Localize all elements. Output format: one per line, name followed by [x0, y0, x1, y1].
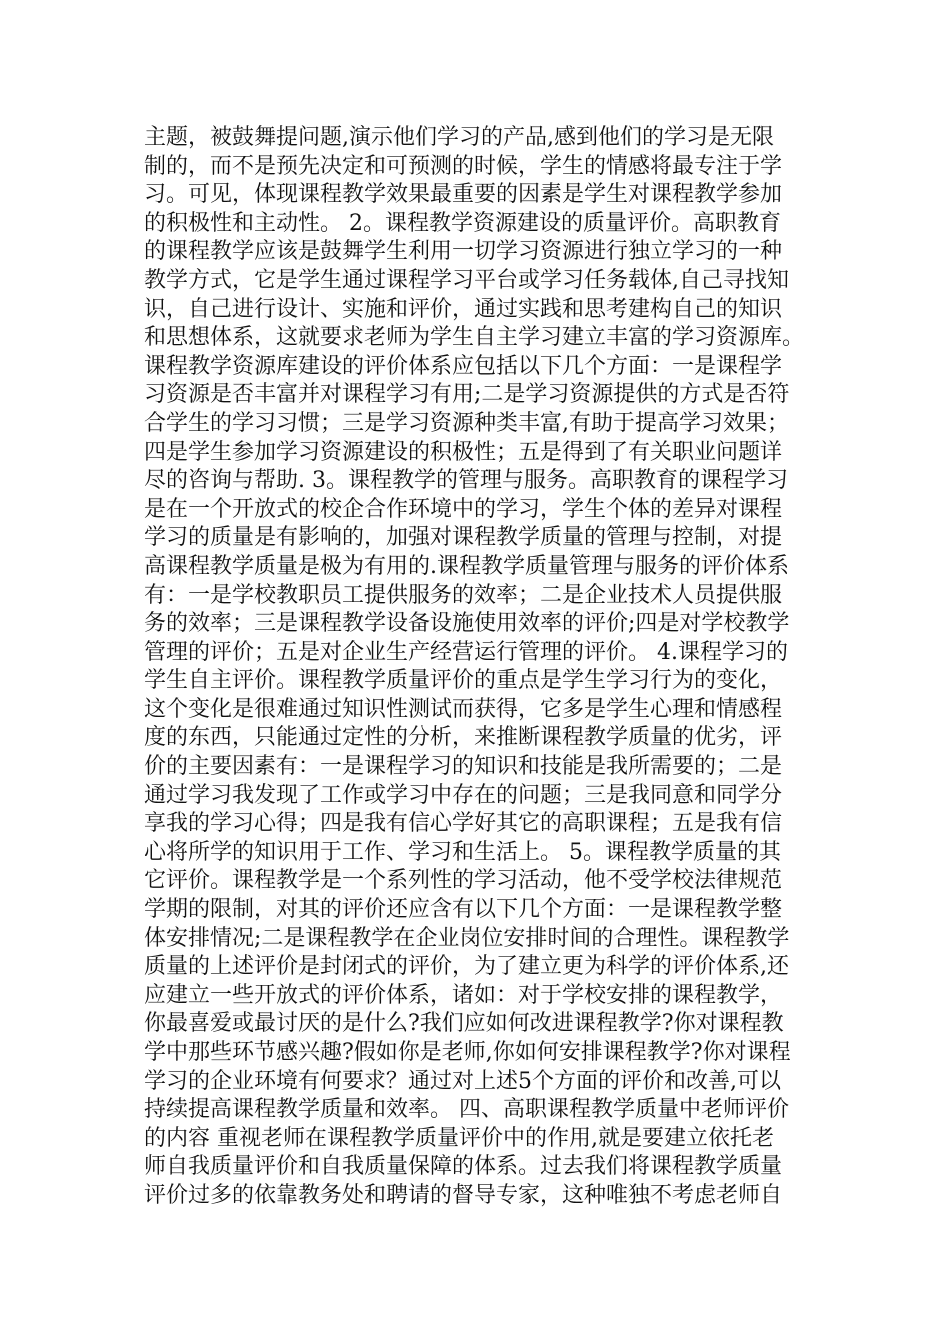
text-line: 和思想体系，这就要求老师为学生自主学习建立丰富的学习资源库。 [144, 325, 805, 351]
text-line: 的内容 重视老师在课程教学质量评价中的作用,就是要建立依托老 [144, 1125, 774, 1151]
text-line: 的课程教学应该是鼓舞学生利用一切学习资源进行独立学习的一种 [144, 239, 783, 265]
text-line: 质量的上述评价是封闭式的评价，为了建立更为科学的评价体系,还 [144, 954, 789, 980]
text-line: 尽的咨询与帮助. 3。课程教学的管理与服务。高职教育的课程学习 [144, 468, 788, 494]
text-line: 通过学习我发现了工作或学习中存在的问题；三是我同意和同学分 [144, 782, 783, 808]
text-line: 课程教学资源库建设的评价体系应包括以下几个方面：一是课程学 [144, 353, 783, 379]
text-line: 高课程教学质量是极为有用的.课程教学质量管理与服务的评价体系 [144, 553, 789, 579]
text-line: 心将所学的知识用于工作、学习和生活上。 5。课程教学质量的其 [144, 839, 781, 865]
text-line: 务的效率；三是课程教学设备设施使用效率的评价;四是对学校教学 [144, 611, 790, 637]
text-line: 评价过多的依靠教务处和聘请的督导专家，这种唯独不考虑老师自 [144, 1182, 783, 1208]
text-line: 你最喜爱或最讨厌的是什么?我们应如何改进课程教学?你对课程教 [144, 1011, 784, 1037]
text-line: 学期的限制，对其的评价还应含有以下几个方面：一是课程教学整 [144, 897, 783, 923]
text-line: 管理的评价；五是对企业生产经营运行管理的评价。 4.课程学习的 [144, 639, 788, 665]
text-line: 持续提高课程教学质量和效率。 四、高职课程教学质量中老师评价 [144, 1097, 789, 1123]
text-line: 习。可见，体现课程教学效果最重要的因素是学生对课程教学参加 [144, 182, 783, 208]
body-text [144, 124, 812, 1211]
text-line: 四是学生参加学习资源建设的积极性；五是得到了有关职业问题详 [144, 439, 783, 465]
text-line: 它评价。课程教学是一个系列性的学习活动，他不受学校法律规范 [144, 868, 783, 894]
text-line: 习资源是否丰富并对课程学习有用;二是学习资源提供的方式是否符 [144, 382, 790, 408]
text-line: 体安排情况;二是课程教学在企业岗位安排时间的合理性。课程教学 [144, 925, 790, 951]
text-line: 应建立一些开放式的评价体系，诸如：对于学校安排的课程教学， [144, 982, 783, 1008]
text-line: 度的东西，只能通过定性的分析，来推断课程教学质量的优劣，评 [144, 725, 783, 751]
text-line: 的积极性和主动性。 2。课程教学资源建设的质量评价。高职教育 [144, 210, 781, 236]
text-line: 师自我质量评价和自我质量保障的体系。过去我们将课程教学质量 [144, 1154, 783, 1180]
text-line: 学生自主评价。课程教学质量评价的重点是学生学习行为的变化， [144, 668, 783, 694]
text-line: 价的主要因素有：一是课程学习的知识和技能是我所需要的；二是 [144, 754, 783, 780]
text-line: 有：一是学校教职员工提供服务的效率；二是企业技术人员提供服 [144, 582, 783, 608]
text-line: 学习的企业环境有何要求？通过对上述5个方面的评价和改善,可以 [144, 1068, 781, 1094]
text-line: 主题，被鼓舞提问题,演示他们学习的产品,感到他们的学习是无限 [144, 125, 774, 150]
text-line: 学中那些环节感兴趣?假如你是老师,你如何安排课程教学?你对课程 [144, 1040, 791, 1065]
text-line: 制的，而不是预先决定和可预测的时候，学生的情感将最专注于学 [144, 153, 783, 179]
text-line: 学习的质量是有影响的，加强对课程教学质量的管理与控制，对提 [144, 525, 783, 551]
text-line: 享我的学习心得；四是我有信心学好其它的高职课程；五是我有信 [144, 811, 783, 837]
text-line: 是在一个开放式的校企合作环境中的学习，学生个体的差异对课程 [144, 496, 783, 522]
text-line: 教学方式，它是学生通过课程学习平台或学习任务载体,自己寻找知 [144, 267, 789, 293]
text-line: 这个变化是很难通过知识性测试而获得，它多是学生心理和情感程 [144, 696, 783, 722]
text-line: 识，自己进行设计、实施和评价，通过实践和思考建构自己的知识 [144, 296, 783, 322]
text-line: 合学生的学习习惯；三是学习资源种类丰富,有助于提高学习效果； [144, 410, 789, 436]
